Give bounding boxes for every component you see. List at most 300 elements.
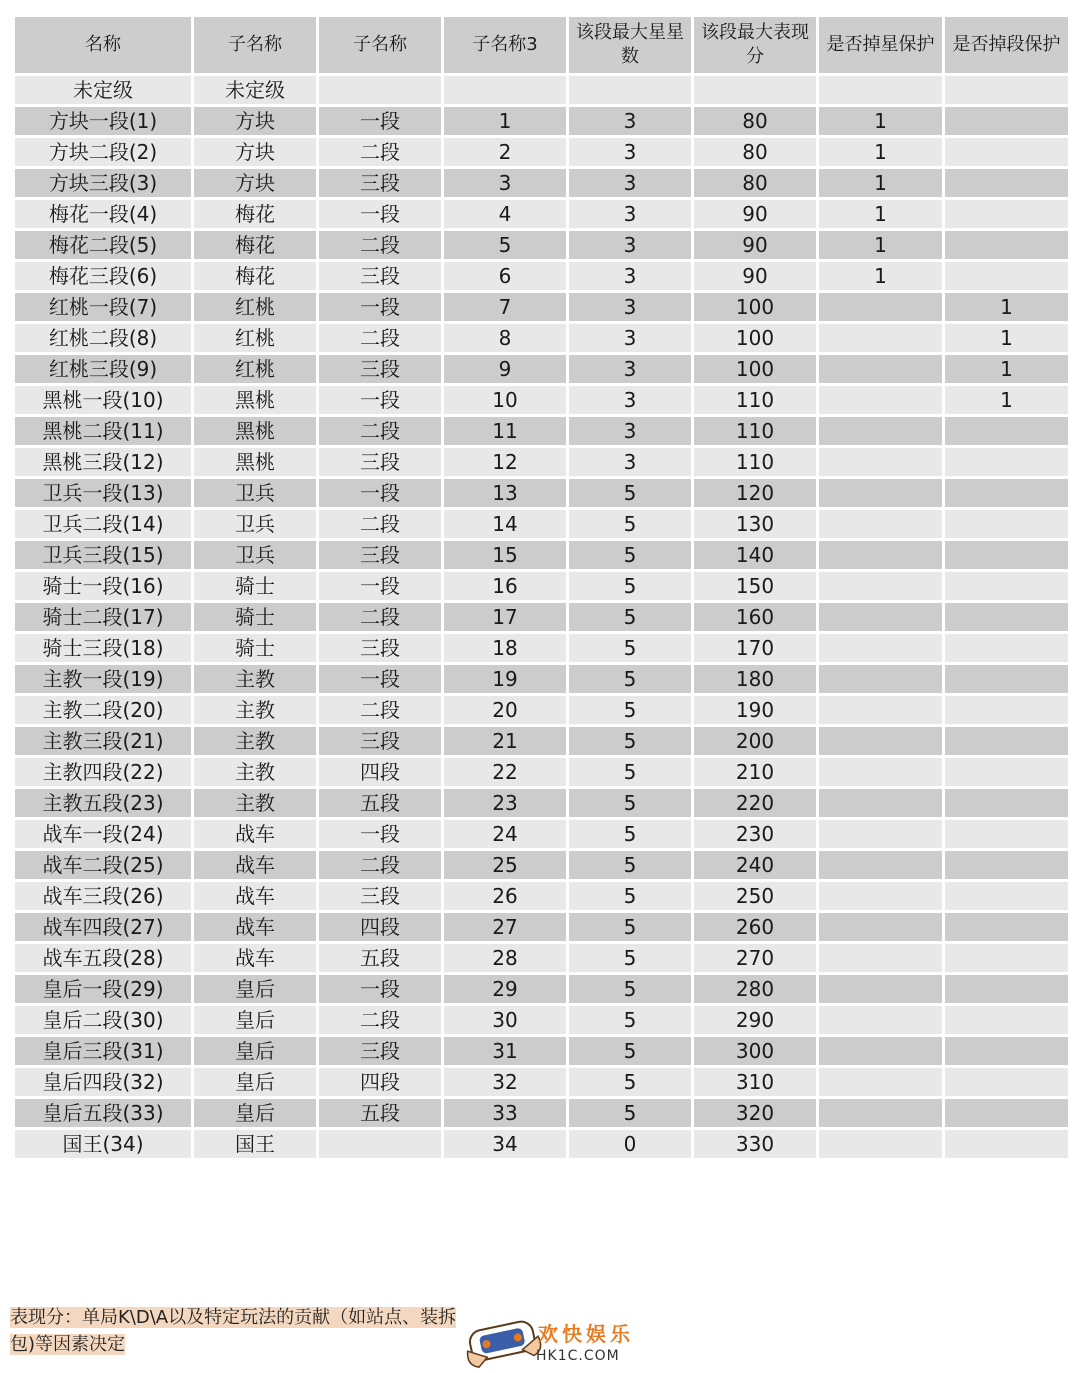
cell-star-protect <box>818 354 944 385</box>
cell-subname-2: 一段 <box>318 199 443 230</box>
cell-name: 梅花一段(4) <box>14 199 193 230</box>
cell-star-protect <box>818 1005 944 1036</box>
cell-subname: 卫兵 <box>193 540 318 571</box>
cell-subname: 黑桃 <box>193 416 318 447</box>
cell-subname-2: 二段 <box>318 137 443 168</box>
cell-index: 14 <box>443 509 568 540</box>
table-row <box>14 540 1070 571</box>
cell-star-protect <box>818 850 944 881</box>
table-row <box>14 788 1070 819</box>
cell-name: 战车二段(25) <box>14 850 193 881</box>
cell-star-protect <box>818 385 944 416</box>
cell-subname-2: 二段 <box>318 323 443 354</box>
cell-index: 34 <box>443 1129 568 1160</box>
header-name: 名称 <box>14 16 193 75</box>
cell-star-protect <box>818 75 944 106</box>
cell-name: 黑桃一段(10) <box>14 385 193 416</box>
cell-max-score: 320 <box>693 1098 818 1129</box>
cell-name: 主教一段(19) <box>14 664 193 695</box>
cell-max-stars: 5 <box>568 943 693 974</box>
cell-tier-protect <box>944 974 1070 1005</box>
cell-index: 29 <box>443 974 568 1005</box>
cell-subname: 战车 <box>193 850 318 881</box>
cell-index: 4 <box>443 199 568 230</box>
cell-star-protect <box>818 1036 944 1067</box>
cell-max-stars: 5 <box>568 881 693 912</box>
table-row <box>14 230 1070 261</box>
table-row <box>14 974 1070 1005</box>
cell-tier-protect <box>944 633 1070 664</box>
cell-star-protect <box>818 540 944 571</box>
cell-subname-2: 三段 <box>318 1036 443 1067</box>
cell-tier-protect <box>944 75 1070 106</box>
cell-max-score: 110 <box>693 416 818 447</box>
cell-tier-protect <box>944 819 1070 850</box>
table-row <box>14 571 1070 602</box>
cell-subname-2: 二段 <box>318 509 443 540</box>
cell-subname: 梅花 <box>193 230 318 261</box>
cell-subname-2: 二段 <box>318 416 443 447</box>
cell-max-score: 170 <box>693 633 818 664</box>
table-row <box>14 75 1070 106</box>
cell-index: 21 <box>443 726 568 757</box>
cell-subname-2: 三段 <box>318 168 443 199</box>
cell-subname: 皇后 <box>193 974 318 1005</box>
cell-name: 皇后二段(30) <box>14 1005 193 1036</box>
cell-index: 7 <box>443 292 568 323</box>
cell-index: 26 <box>443 881 568 912</box>
table-row <box>14 664 1070 695</box>
cell-name: 卫兵一段(13) <box>14 478 193 509</box>
cell-name: 皇后三段(31) <box>14 1036 193 1067</box>
cell-max-score: 250 <box>693 881 818 912</box>
table-row <box>14 168 1070 199</box>
header-tier-protect: 是否掉段保护 <box>944 16 1070 75</box>
table-row <box>14 602 1070 633</box>
cell-star-protect <box>818 1129 944 1160</box>
cell-index: 12 <box>443 447 568 478</box>
cell-name: 骑士二段(17) <box>14 602 193 633</box>
table-row <box>14 850 1070 881</box>
cell-star-protect <box>818 757 944 788</box>
table-row <box>14 819 1070 850</box>
header-subname-2: 子名称 <box>318 16 443 75</box>
cell-name: 战车三段(26) <box>14 881 193 912</box>
cell-subname: 主教 <box>193 788 318 819</box>
cell-subname: 红桃 <box>193 292 318 323</box>
cell-subname: 骑士 <box>193 602 318 633</box>
cell-tier-protect <box>944 571 1070 602</box>
table-row <box>14 416 1070 447</box>
cell-subname-2: 二段 <box>318 850 443 881</box>
cell-subname: 红桃 <box>193 323 318 354</box>
cell-subname: 未定级 <box>193 75 318 106</box>
cell-max-stars: 5 <box>568 509 693 540</box>
table-row <box>14 106 1070 137</box>
cell-max-stars: 5 <box>568 540 693 571</box>
cell-max-score: 120 <box>693 478 818 509</box>
cell-max-stars: 5 <box>568 664 693 695</box>
cell-subname: 骑士 <box>193 571 318 602</box>
table-row <box>14 1036 1070 1067</box>
cell-max-score: 190 <box>693 695 818 726</box>
cell-max-score: 200 <box>693 726 818 757</box>
cell-subname: 战车 <box>193 943 318 974</box>
cell-subname-2: 二段 <box>318 602 443 633</box>
cell-star-protect <box>818 726 944 757</box>
cell-subname: 战车 <box>193 912 318 943</box>
cell-max-score: 240 <box>693 850 818 881</box>
cell-max-score: 290 <box>693 1005 818 1036</box>
table-row <box>14 757 1070 788</box>
cell-index: 28 <box>443 943 568 974</box>
cell-subname-2: 一段 <box>318 571 443 602</box>
cell-star-protect <box>818 974 944 1005</box>
cell-name: 主教五段(23) <box>14 788 193 819</box>
cell-max-score: 160 <box>693 602 818 633</box>
cell-subname-2: 三段 <box>318 447 443 478</box>
cell-tier-protect <box>944 1129 1070 1160</box>
cell-name: 皇后一段(29) <box>14 974 193 1005</box>
cell-index: 33 <box>443 1098 568 1129</box>
cell-subname: 主教 <box>193 726 318 757</box>
table-row <box>14 695 1070 726</box>
cell-index: 20 <box>443 695 568 726</box>
cell-subname-2: 三段 <box>318 633 443 664</box>
cell-max-stars: 5 <box>568 726 693 757</box>
cell-max-score: 180 <box>693 664 818 695</box>
cell-tier-protect <box>944 757 1070 788</box>
cell-name: 红桃一段(7) <box>14 292 193 323</box>
cell-index: 8 <box>443 323 568 354</box>
cell-name: 红桃二段(8) <box>14 323 193 354</box>
cell-name: 骑士一段(16) <box>14 571 193 602</box>
cell-tier-protect <box>944 1067 1070 1098</box>
cell-max-stars: 3 <box>568 199 693 230</box>
cell-index: 16 <box>443 571 568 602</box>
cell-index: 24 <box>443 819 568 850</box>
cell-subname-2: 三段 <box>318 726 443 757</box>
cell-max-score: 90 <box>693 230 818 261</box>
cell-subname: 战车 <box>193 881 318 912</box>
cell-subname: 皇后 <box>193 1098 318 1129</box>
cell-subname-2 <box>318 1129 443 1160</box>
cell-max-stars: 3 <box>568 323 693 354</box>
cell-max-stars: 3 <box>568 416 693 447</box>
table-row <box>14 261 1070 292</box>
cell-index: 23 <box>443 788 568 819</box>
cell-name: 梅花三段(6) <box>14 261 193 292</box>
cell-max-stars: 5 <box>568 1098 693 1129</box>
cell-subname-2 <box>318 75 443 106</box>
cell-max-stars: 3 <box>568 292 693 323</box>
cell-max-score: 220 <box>693 788 818 819</box>
cell-index: 19 <box>443 664 568 695</box>
cell-max-stars: 5 <box>568 1005 693 1036</box>
cell-max-stars: 5 <box>568 1067 693 1098</box>
table-row <box>14 137 1070 168</box>
cell-name: 梅花二段(5) <box>14 230 193 261</box>
cell-max-stars: 3 <box>568 261 693 292</box>
cell-index: 30 <box>443 1005 568 1036</box>
logo-title: 欢快娱乐 <box>538 1322 634 1346</box>
cell-name: 卫兵二段(14) <box>14 509 193 540</box>
cell-star-protect <box>818 788 944 819</box>
cell-subname: 主教 <box>193 757 318 788</box>
cell-index: 18 <box>443 633 568 664</box>
cell-subname: 方块 <box>193 137 318 168</box>
table-row <box>14 1129 1070 1160</box>
cell-name: 黑桃二段(11) <box>14 416 193 447</box>
cell-subname-2: 一段 <box>318 478 443 509</box>
cell-subname-2: 三段 <box>318 354 443 385</box>
cell-subname-2: 二段 <box>318 695 443 726</box>
cell-max-stars: 5 <box>568 478 693 509</box>
cell-index: 2 <box>443 137 568 168</box>
cell-max-stars <box>568 75 693 106</box>
cell-subname: 梅花 <box>193 261 318 292</box>
cell-subname-2: 五段 <box>318 943 443 974</box>
cell-subname-2: 二段 <box>318 230 443 261</box>
table-row <box>14 292 1070 323</box>
cell-tier-protect <box>944 850 1070 881</box>
cell-max-stars: 0 <box>568 1129 693 1160</box>
table-header-row <box>14 16 1070 75</box>
cell-star-protect <box>818 416 944 447</box>
cell-subname-2: 一段 <box>318 292 443 323</box>
cell-tier-protect <box>944 695 1070 726</box>
cell-star-protect: 1 <box>818 168 944 199</box>
cell-tier-protect <box>944 199 1070 230</box>
table-row <box>14 943 1070 974</box>
cell-star-protect <box>818 1098 944 1129</box>
cell-max-score: 80 <box>693 106 818 137</box>
cell-subname: 方块 <box>193 106 318 137</box>
cell-star-protect <box>818 943 944 974</box>
cell-tier-protect <box>944 509 1070 540</box>
cell-max-stars: 5 <box>568 850 693 881</box>
cell-tier-protect <box>944 137 1070 168</box>
cell-max-stars: 3 <box>568 168 693 199</box>
cell-star-protect <box>818 602 944 633</box>
cell-max-score: 230 <box>693 819 818 850</box>
cell-max-stars: 3 <box>568 385 693 416</box>
cell-name: 黑桃三段(12) <box>14 447 193 478</box>
cell-tier-protect <box>944 943 1070 974</box>
footer-note-text: 表现分：单局K\D\A以及特定玩法的贡献（如站点、装拆包)等因素决定 <box>10 1307 457 1355</box>
cell-subname-2: 五段 <box>318 1098 443 1129</box>
cell-name: 主教三段(21) <box>14 726 193 757</box>
header-subname-3: 子名称3 <box>443 16 568 75</box>
cell-tier-protect <box>944 478 1070 509</box>
cell-star-protect <box>818 323 944 354</box>
cell-subname-2: 一段 <box>318 106 443 137</box>
cell-star-protect <box>818 819 944 850</box>
cell-index: 11 <box>443 416 568 447</box>
cell-name: 战车五段(28) <box>14 943 193 974</box>
cell-subname: 方块 <box>193 168 318 199</box>
cell-max-score: 130 <box>693 509 818 540</box>
cell-tier-protect <box>944 912 1070 943</box>
cell-max-score: 260 <box>693 912 818 943</box>
cell-star-protect <box>818 633 944 664</box>
header-star-protect: 是否掉星保护 <box>818 16 944 75</box>
cell-max-score: 150 <box>693 571 818 602</box>
cell-subname-2: 四段 <box>318 1067 443 1098</box>
cell-index: 9 <box>443 354 568 385</box>
cell-subname-2: 二段 <box>318 1005 443 1036</box>
cell-subname: 红桃 <box>193 354 318 385</box>
cell-subname-2: 三段 <box>318 261 443 292</box>
cell-index: 15 <box>443 540 568 571</box>
header-max-score: 该段最大表现分 <box>693 16 818 75</box>
cell-star-protect: 1 <box>818 106 944 137</box>
cell-max-stars: 5 <box>568 695 693 726</box>
cell-subname: 战车 <box>193 819 318 850</box>
cell-subname: 卫兵 <box>193 478 318 509</box>
table-row <box>14 1098 1070 1129</box>
cell-max-score: 110 <box>693 385 818 416</box>
cell-name: 主教四段(22) <box>14 757 193 788</box>
cell-max-score: 140 <box>693 540 818 571</box>
cell-tier-protect <box>944 230 1070 261</box>
cell-max-stars: 3 <box>568 137 693 168</box>
cell-subname: 主教 <box>193 664 318 695</box>
table-row <box>14 509 1070 540</box>
cell-max-score: 100 <box>693 323 818 354</box>
cell-name: 主教二段(20) <box>14 695 193 726</box>
table-row <box>14 447 1070 478</box>
cell-tier-protect <box>944 416 1070 447</box>
table-row <box>14 881 1070 912</box>
cell-star-protect <box>818 571 944 602</box>
cell-index: 3 <box>443 168 568 199</box>
cell-index: 27 <box>443 912 568 943</box>
cell-star-protect <box>818 881 944 912</box>
cell-max-score: 300 <box>693 1036 818 1067</box>
cell-tier-protect <box>944 602 1070 633</box>
cell-index: 31 <box>443 1036 568 1067</box>
cell-max-stars: 3 <box>568 447 693 478</box>
cell-star-protect <box>818 292 944 323</box>
cell-max-stars: 3 <box>568 106 693 137</box>
cell-max-stars: 5 <box>568 912 693 943</box>
footer-note <box>10 1304 472 1358</box>
cell-tier-protect <box>944 106 1070 137</box>
cell-name: 皇后五段(33) <box>14 1098 193 1129</box>
cell-index: 25 <box>443 850 568 881</box>
cell-max-stars: 5 <box>568 1036 693 1067</box>
cell-max-score: 100 <box>693 292 818 323</box>
cell-star-protect: 1 <box>818 199 944 230</box>
cell-subname-2: 四段 <box>318 757 443 788</box>
cell-max-score: 80 <box>693 137 818 168</box>
cell-index: 13 <box>443 478 568 509</box>
cell-tier-protect <box>944 726 1070 757</box>
cell-star-protect <box>818 912 944 943</box>
cell-max-stars: 3 <box>568 230 693 261</box>
rank-table <box>12 14 1071 1161</box>
cell-index: 10 <box>443 385 568 416</box>
table-row <box>14 354 1070 385</box>
cell-tier-protect <box>944 1036 1070 1067</box>
header-max-stars: 该段最大星星数 <box>568 16 693 75</box>
cell-name: 未定级 <box>14 75 193 106</box>
cell-subname-2: 四段 <box>318 912 443 943</box>
cell-subname: 皇后 <box>193 1067 318 1098</box>
cell-subname: 梅花 <box>193 199 318 230</box>
cell-max-stars: 5 <box>568 788 693 819</box>
cell-max-score: 330 <box>693 1129 818 1160</box>
cell-max-score: 210 <box>693 757 818 788</box>
table-body <box>14 75 1070 1160</box>
cell-name: 骑士三段(18) <box>14 633 193 664</box>
cell-name: 方块二段(2) <box>14 137 193 168</box>
cell-tier-protect <box>944 168 1070 199</box>
cell-tier-protect: 1 <box>944 354 1070 385</box>
cell-max-score: 310 <box>693 1067 818 1098</box>
cell-tier-protect <box>944 881 1070 912</box>
cell-star-protect: 1 <box>818 261 944 292</box>
cell-index <box>443 75 568 106</box>
cell-subname: 皇后 <box>193 1036 318 1067</box>
cell-max-stars: 5 <box>568 757 693 788</box>
cell-tier-protect: 1 <box>944 385 1070 416</box>
cell-max-stars: 5 <box>568 633 693 664</box>
cell-subname: 皇后 <box>193 1005 318 1036</box>
cell-max-score <box>693 75 818 106</box>
table-row <box>14 912 1070 943</box>
cell-tier-protect: 1 <box>944 323 1070 354</box>
cell-index: 1 <box>443 106 568 137</box>
cell-tier-protect <box>944 1005 1070 1036</box>
table-row <box>14 633 1070 664</box>
table-row <box>14 1005 1070 1036</box>
cell-subname-2: 一段 <box>318 664 443 695</box>
cell-max-stars: 5 <box>568 819 693 850</box>
cell-subname-2: 三段 <box>318 540 443 571</box>
cell-max-score: 90 <box>693 199 818 230</box>
cell-index: 5 <box>443 230 568 261</box>
logo-url: HK1C.COM <box>536 1348 620 1364</box>
cell-index: 6 <box>443 261 568 292</box>
cell-tier-protect <box>944 1098 1070 1129</box>
cell-star-protect <box>818 695 944 726</box>
cell-name: 战车四段(27) <box>14 912 193 943</box>
cell-name: 红桃三段(9) <box>14 354 193 385</box>
cell-star-protect <box>818 1067 944 1098</box>
cell-max-stars: 5 <box>568 974 693 1005</box>
cell-tier-protect <box>944 788 1070 819</box>
cell-star-protect <box>818 478 944 509</box>
cell-name: 国王(34) <box>14 1129 193 1160</box>
cell-max-score: 270 <box>693 943 818 974</box>
cell-star-protect <box>818 447 944 478</box>
cell-name: 战车一段(24) <box>14 819 193 850</box>
cell-max-score: 100 <box>693 354 818 385</box>
cell-subname-2: 五段 <box>318 788 443 819</box>
cell-max-stars: 3 <box>568 354 693 385</box>
cell-name: 方块一段(1) <box>14 106 193 137</box>
header-subname: 子名称 <box>193 16 318 75</box>
cell-star-protect <box>818 509 944 540</box>
cell-tier-protect: 1 <box>944 292 1070 323</box>
table-row <box>14 323 1070 354</box>
cell-subname: 黑桃 <box>193 447 318 478</box>
cell-subname-2: 一段 <box>318 974 443 1005</box>
rank-table-container <box>12 14 1068 1161</box>
cell-tier-protect <box>944 664 1070 695</box>
